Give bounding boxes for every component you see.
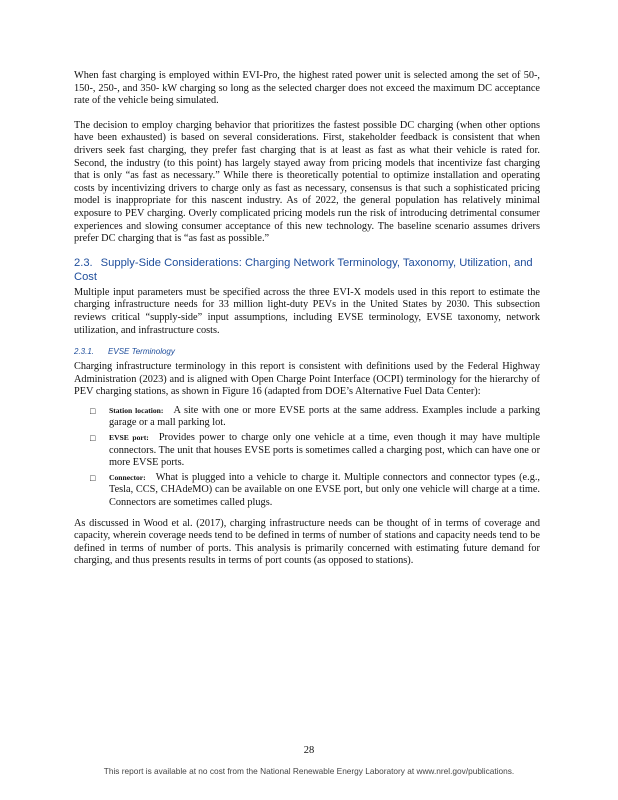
- section-number: 2.3.: [74, 256, 93, 269]
- page-content: [74, 70, 540, 568]
- checkbox-bullet-icon: □: [90, 433, 96, 444]
- definition-list: [74, 405, 540, 510]
- checkbox-bullet-icon: □: [90, 405, 96, 416]
- definition-term: Station location:: [109, 405, 164, 415]
- section-heading: [74, 256, 540, 284]
- checkbox-bullet-icon: □: [90, 472, 96, 483]
- definition-item-evse-port: [74, 432, 540, 470]
- definition-text: Provides power to charge only one vehicle at a time, even though it may have multiple connectors. The unit that houses EVSE ports is sometimes called a charging post, which can have one or more EVSE ports.: [109, 432, 541, 469]
- paragraph-fast-charging-selection: When fast charging is employed within EVI-Pro, the highest rated power unit is selected among the set of 50-, 150-, 250-, and 350- kW charging so long as the selected charger does not exceed the maximum DC acceptance rate of the vehicle being simulated.: [74, 70, 540, 107]
- subsection-title: EVSE Terminology: [108, 347, 175, 357]
- section-title: Supply-Side Considerations: Charging Network Terminology, Taxonomy, Utilization, and Cost: [74, 256, 533, 283]
- subsection-number: 2.3.1.: [74, 347, 95, 357]
- definition-text: What is plugged into a vehicle to charge it. Multiple connectors and connector types (e.g., Tesla, CCS, CHAdeMO) can be available on one EVSE port, but only one vehicle will charge at a time. Connectors are sometimes called plugs.: [109, 471, 540, 509]
- page-number: 28: [303, 745, 315, 756]
- paragraph-evse-terminology: Charging infrastructure terminology in this report is consistent with definitions used by the Federal Highway Administration (2023) and is aligned with Open Charge Point Interface (OCPI) terminology for the hierarchy of PEV charging stations, as shown in Figure 16 (adapted from DOE’s Alternative Fuel Data Center):: [74, 361, 540, 398]
- definition-text: A site with one or more EVSE ports at the same address. Examples include a parking garage or a mall parking lot.: [109, 404, 540, 429]
- definition-item-station-location: [74, 405, 540, 430]
- paragraph-coverage-capacity: As discussed in Wood et al. (2017), charging infrastructure needs can be thought of in terms of coverage and capacity, wherein coverage needs tend to be defined in terms of number of stations and capacity needs tend to be defined in terms of number of ports. This analysis is primarily concerned with estimating future demand for charging, and thus presents results in terms of port counts (as opposed to stations).: [74, 517, 540, 567]
- subsection-heading: [74, 346, 540, 357]
- definition-term: EVSE port:: [109, 433, 149, 443]
- definition-item-connector: [74, 472, 540, 510]
- definition-term: Connector:: [109, 472, 146, 482]
- paragraph-charging-behavior: The decision to employ charging behavior that prioritizes the fastest possible DC charging (when other options have been exhausted) is based on several considerations. First, stakeholder feedback is consistent that when drivers seek fast charging, they prefer fast charging that is at least as fast as what their vehicle is rated for. Second, the industry (to this point) has largely stayed away from pricing models that incentivize fast charging that is only “as fast as necessary.” While there is theoretically potential to optimize installation and operating costs by incentivizing drivers to charge only as fast as necessary, consensus is that such a sophisticated pricing model is inappropriate for this nascent industry. As of 2022, the general population has relatively minimal exposure to PEV charging. Overly complicated pricing models run the risk of introducing detrimental consumer experiences and slowing consumer acceptance of this new technology. The baseline scenario assumes drivers prefer DC charging that is “as fast as possible.”: [74, 119, 540, 245]
- paragraph-supply-side-inputs: Multiple input parameters must be specified across the three EVI-X models used in this report to estimate the charging infrastructure needs for 33 million light-duty PEVs in the United States by 2030. This subsection reviews critical “supply-side” input assumptions, including EVSE terminology, EVSE taxonomy, network utilization, and infrastructure costs.: [74, 286, 540, 336]
- page-footer: This report is available at no cost from the National Renewable Energy Laboratory at www.nrel.gov/publications.: [103, 766, 515, 776]
